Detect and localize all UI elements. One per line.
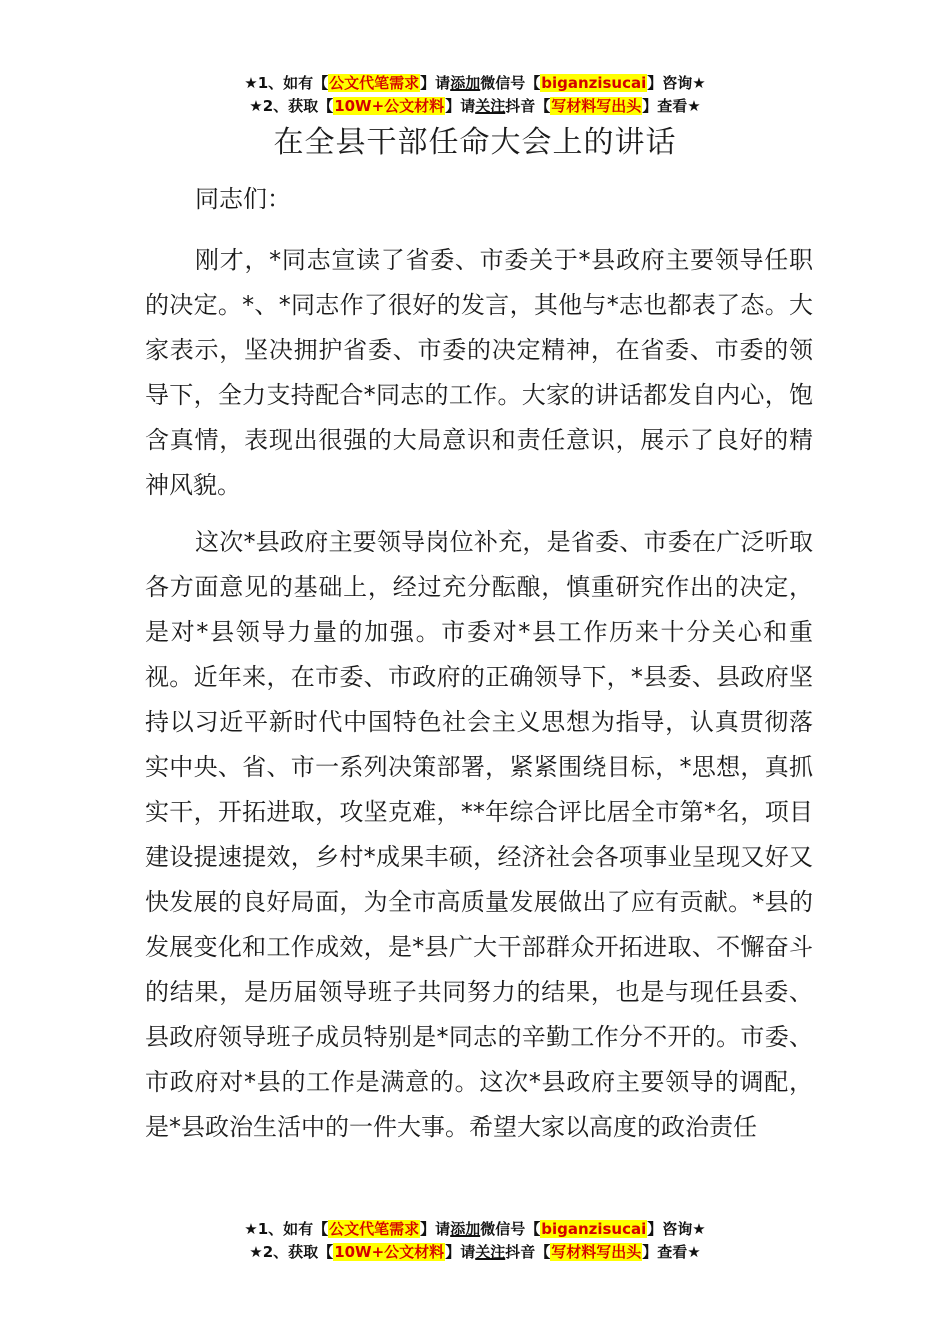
header-banner	[0, 72, 950, 118]
star-icon: ★	[244, 1220, 258, 1238]
banner-emphasis: 关注	[475, 1243, 506, 1261]
banner-text: 】查看★	[642, 1243, 701, 1261]
paragraph-2: 这次*县政府主要领导岗位补充，是省委、市委在广泛听取各方面意见的基础上，经过充分酝酿，慎重研究作出的决定，是对*县领导力量的加强。市委对*县工作历来十分关心和重视。近年来，在市委、市政府的正确领导下，*县委、县政府坚持以习近平新时代中国特色社会主义思想为指导，认真贯彻落实中央、省、市一系列决策部署，紧紧围绕目标，*思想，真抓实干，开拓进取，攻坚克难，**年综合评比居全市第*名，项目建设提速提效，乡村*成果丰硕，经济社会各项事业呈现又好又快发展的良好局面，为全市高质量发展做出了应有贡献。*县的发展变化和工作成效，是*县广大干部群众开拓进取、不懈奋斗的结果，是历届领导班子共同努力的结果，也是与现任县委、县政府领导班子成员特别是*同志的辛勤工作分不开的。市委、市政府对*县的工作是满意的。这次*县政府主要领导的调配，是*县政治生活中的一件大事。希望大家以高度的政治责任	[145, 528, 813, 1141]
banner-highlight-materials: 10W+公文材料	[334, 1243, 445, 1261]
banner-text: 】请	[445, 97, 476, 115]
star-icon: ★	[249, 97, 263, 115]
banner-highlight-wechat-id: biganzisucai	[541, 74, 647, 92]
banner-line-1	[0, 1218, 950, 1241]
banner-text: 1、如有【	[257, 1220, 329, 1238]
banner-emphasis: 添加	[450, 74, 481, 92]
banner-line-2	[0, 1241, 950, 1264]
banner-highlight-douyin: 写材料写出头	[551, 97, 642, 115]
banner-emphasis: 添加	[450, 1220, 481, 1238]
banner-text: 】请	[420, 74, 451, 92]
banner-highlight-service: 公文代笔需求	[329, 1220, 420, 1238]
banner-text: 】请	[445, 1243, 476, 1261]
banner-line-2	[0, 95, 950, 118]
banner-text: 抖音【	[505, 1243, 551, 1261]
banner-line-1	[0, 72, 950, 95]
greeting: 同志们：	[195, 185, 291, 213]
banner-text: 】咨询★	[647, 74, 706, 92]
star-icon: ★	[244, 74, 258, 92]
banner-text: 1、如有【	[257, 74, 329, 92]
document-body	[145, 180, 813, 1162]
document-title: 在全县干部任命大会上的讲话	[273, 125, 677, 160]
banner-highlight-wechat-id: biganzisucai	[541, 1220, 647, 1238]
banner-text: 】请	[420, 1220, 451, 1238]
banner-text: 2、获取【	[262, 97, 334, 115]
paragraph-1: 刚才，*同志宣读了省委、市委关于*县政府主要领导任职的决定。*、*同志作了很好的发言，其他与*志也都表了态。大家表示，坚决拥护省委、市委的决定精神，在省委、市委的领导下，全力支持配合*同志的工作。大家的讲话都发自内心，饱含真情，表现出很强的大局意识和责任意识，展示了良好的精神风貌。	[145, 246, 813, 499]
banner-highlight-douyin: 写材料写出头	[551, 1243, 642, 1261]
banner-text: 微信号【	[480, 74, 541, 92]
banner-emphasis: 关注	[475, 97, 506, 115]
banner-text: 微信号【	[480, 1220, 541, 1238]
banner-text: 】查看★	[642, 97, 701, 115]
star-icon: ★	[249, 1243, 263, 1261]
footer-banner	[0, 1218, 950, 1264]
banner-text: 】咨询★	[647, 1220, 706, 1238]
banner-text: 2、获取【	[262, 1243, 334, 1261]
banner-text: 抖音【	[505, 97, 551, 115]
banner-highlight-materials: 10W+公文材料	[334, 97, 445, 115]
banner-highlight-service: 公文代笔需求	[329, 74, 420, 92]
